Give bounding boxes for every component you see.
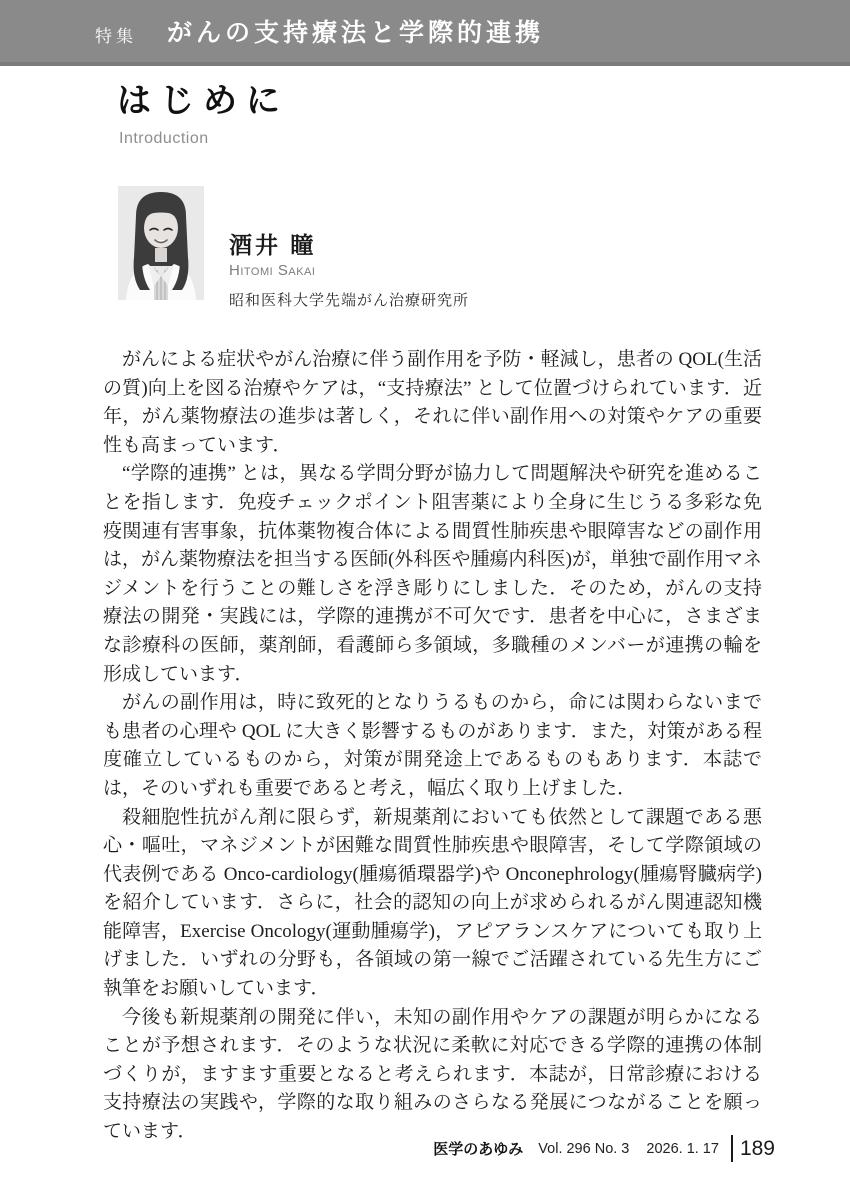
body-paragraph: がんの副作用は，時に致死的となりうるものから，命には関わらないまでも患者の心理や QOL に大きく影響するものがあります．また，対策がある程度確立しているものから，対策が開発途上であるものもあります．本誌では，そのいずれも重要であると考え，幅広く取り上げました． (103, 692, 762, 799)
journal-name: 医学のあゆみ (433, 1141, 524, 1158)
body-paragraph: 殺細胞性抗がん剤に限らず，新規薬剤においても依然として課題である悪心・嘔吐，マネジメントが困難な間質性肺疾患や眼障害，そして学際領域の代表例である Onco-cardiology(腫瘍循環器学)や Onconephrology(腫瘍腎臓病学)を紹介しています．さらに，社会的認知の向上が求められるがん関連認知機能障害，Exercise Oncology(運動腫瘍学)，アピアランスケアについても取り上げました．いずれの分野も，各領域の第一線でご活躍されている先生方にご執筆をお願いしています． (103, 806, 762, 1000)
author-block (118, 186, 469, 310)
volume-info: Vol. 296 No. 3 (538, 1140, 630, 1157)
author-name: 酒井 瞳 (229, 232, 317, 258)
page-subtitle: Introduction (119, 130, 209, 147)
page-footer (433, 1135, 775, 1162)
author-photo (118, 186, 204, 300)
body-paragraph: 今後も新規薬剤の開発に伴い，未知の副作用やケアの課題が明らかになることが予想されます．そのような状況に柔軟に対応できる学際的連携の体制づくりが，ますます重要となると考えられます．本誌が，日常診療における支持療法の実践や，学際的な取り組みのさらなる発展につながることを願っています． (103, 1006, 762, 1143)
feature-header-band (0, 0, 850, 66)
feature-title: がんの支持療法と学際的連携 (167, 19, 545, 47)
body-paragraph: がんによる症状やがん治療に伴う副作用を予防・軽減し，患者の QOL(生活の質)向上を図る治療やケアは，“支持療法” として位置づけられています．近年，がん薬物療法の進歩は著しく，それに伴い副作用への対策やケアの重要性も高まっています． (103, 349, 762, 456)
page-title: はじめに (117, 82, 289, 120)
feature-label: 特集 (95, 26, 137, 46)
author-romaji: Hitomi Sakai (229, 262, 316, 280)
author-info (229, 186, 469, 310)
issue-date: 2026. 1. 17 (646, 1140, 719, 1157)
page-number-divider (731, 1135, 733, 1162)
page-number: 189 (739, 1136, 775, 1160)
author-affiliation: 昭和医科大学先端がん治療研究所 (229, 292, 470, 310)
body-paragraph: “学際的連携” とは，異なる学問分野が協力して問題解決や研究を進めることを指します．免疫チェックポイント阻害薬により全身に生じうる多彩な免疫関連有害事象，抗体薬物複合体による間質性肺疾患や眼障害などの副作用は，がん薬物療法を担当する医師(外科医や腫瘍内科医)が，単独で副作用マネジメントを行うことの難しさを浮き彫りにしました．そのため，がんの支持療法の開発・実践には，学際的連携が不可欠です．患者を中心に，さまざまな診療科の医師，薬剤師，看護師ら多領域，多職種のメンバーが連携の輪を形成しています． (103, 463, 762, 685)
article-body (103, 346, 762, 1147)
